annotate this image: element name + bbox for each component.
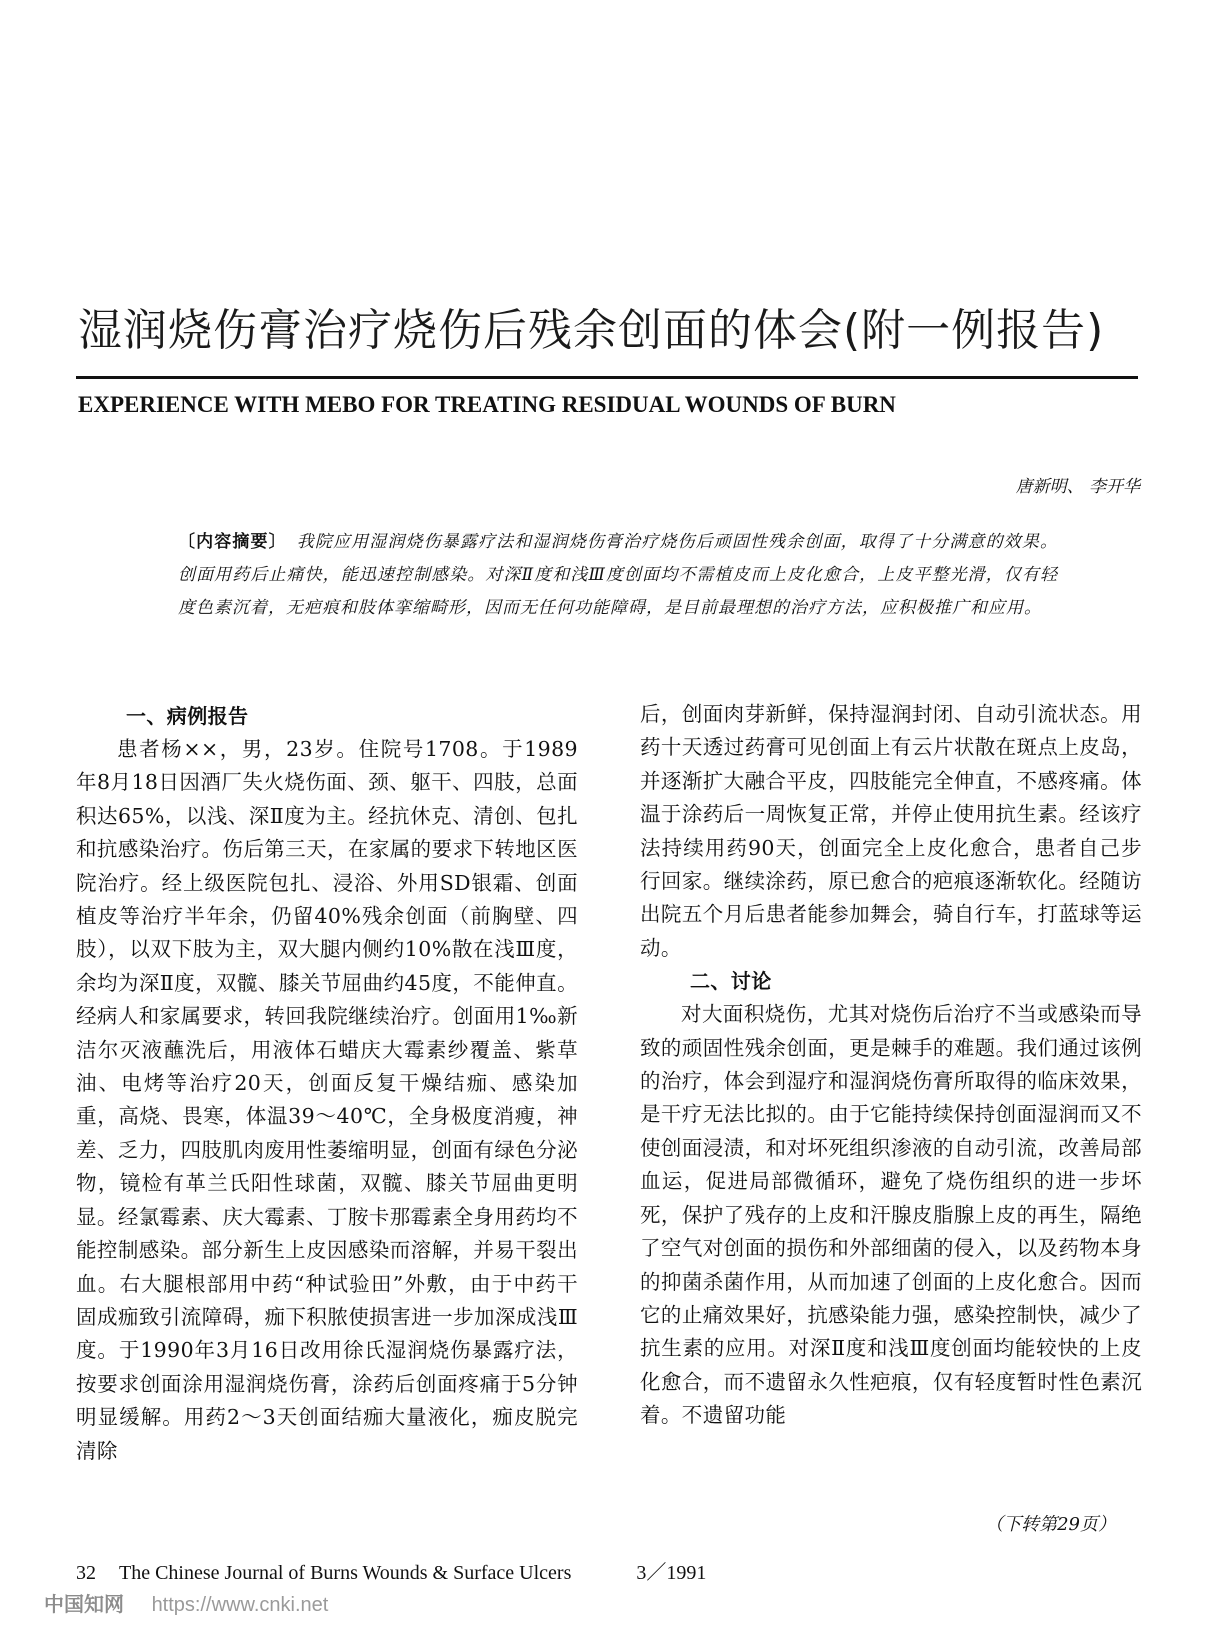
title-english: EXPERIENCE WITH MEBO FOR TREATING RESIDUAL WOUNDS OF BURN: [78, 392, 896, 417]
title-chinese: 湿润烧伤膏治疗烧伤后残余创面的体会(附一例报告): [78, 305, 1105, 356]
section-heading-case-report: 一、病例报告: [126, 704, 249, 728]
abstract-label: 〔内容摘要〕: [178, 532, 287, 552]
title-rule: [76, 376, 1138, 379]
page-number: 32: [76, 1562, 96, 1584]
abstract: [178, 526, 1058, 625]
continued-note: （下转第29页）: [985, 1514, 1116, 1535]
right-column: [640, 698, 1142, 1433]
authors: 唐新明、 李开华: [1015, 477, 1140, 497]
watermark-url: https://www.cnki.net: [151, 1594, 329, 1616]
discussion-paragraph: 对大面积烧伤，尤其对烧伤后治疗不当或感染而导致的顽固性残余创面，更是棘手的难题。我们通过该例的治疗，体会到湿疗和湿润烧伤膏所取得的临床效果，是干疗无法比拟的。由于它能持续保持创面湿润而又不使创面浸渍，和对坏死组织渗液的自动引流，改善局部血运，促进局部微循环，避免了烧伤组织的进一步坏死，保护了残存的上皮和汗腺皮脂腺上皮的再生，隔绝了空气对创面的损伤和外部细菌的侵入，以及药物本身的抑菌杀菌作用，从而加速了创面的上皮化愈合。因而它的止痛效果好，抗感染能力强，感染控制快，减少了抗生素的应用。对深Ⅱ度和浅Ⅲ度创面均能较快的上皮化愈合，而不遗留永久性疤痕，仅有轻度暂时性色素沉着。不遗留功能: [640, 1002, 1142, 1428]
journal-name: The Chinese Journal of Burns Wounds & Surface Ulcers: [119, 1562, 572, 1584]
section-heading-discussion: 二、讨论: [690, 969, 772, 994]
page-footer: [76, 1556, 706, 1585]
case-report-paragraph: 患者杨××，男，23岁。住院号1708。于1989年8月18日因酒厂失火烧伤面、颈、躯干、四肢，总面积达65%，以浅、深Ⅱ度为主。经抗休克、清创、包扎和抗感染治疗。伤后第三天，在家属的要求下转地区医院治疗。经上级医院包扎、浸浴、外用SD银霜、创面植皮等治疗半年余，仍留40%残余创面（前胸壁、四肢），以双下肢为主，双大腿内侧约10%散在浅Ⅲ度，余均为深Ⅱ度，双髋、膝关节屈曲约45度，不能伸直。经病人和家属要求，转回我院继续治疗。创面用1‰新洁尔灭液蘸洗后，用液体石蜡庆大霉素纱覆盖、紫草油、电烤等治疗20天，创面反复干燥结痂、感染加重，高烧、畏寒，体温39～40℃，全身极度消瘦，神差、乏力，四肢肌肉废用性萎缩明显，创面有绿色分泌物，镜检有革兰氏阳性球菌，双髋、膝关节屈曲更明显。经氯霉素、庆大霉素、丁胺卡那霉素全身用药均不能控制感染。部分新生上皮因感染而溶解，并易干裂出血。右大腿根部用中药“种试验田”外敷，由于中药干固成痂致引流障碍，痂下积脓使损害进一步加深成浅Ⅲ度。于1990年3月16日改用徐氏湿润烧伤暴露疗法，按要求创面涂用湿润烧伤膏，涂药后创面疼痛于5分钟明显缓解。用药2～3天创面结痂大量液化，痂皮脱完清除: [76, 737, 578, 1463]
case-report-continued: 后，创面肉芽新鲜，保持湿润封闭、自动引流状态。用药十天透过药膏可见创面上有云片状散在斑点上皮岛，并逐渐扩大融合平皮，四肢能完全伸直，不感疼痛。体温于涂药后一周恢复正常，并停止使用抗生素。经该疗法持续用药90天，创面完全上皮化愈合，患者自己步行回家。继续涂药，原已愈合的疤痕逐渐软化。经随访出院五个月后患者能参加舞会，骑自行车，打蓝球等运动。: [640, 702, 1142, 960]
abstract-text: 我院应用湿润烧伤暴露疗法和湿润烧伤膏治疗烧伤后顽固性残余创面，取得了十分满意的效果。创面用药后止痛快，能迅速控制感染。对深Ⅱ度和浅Ⅲ度创面均不需植皮而上皮化愈合，上皮平整光滑，仅有轻度色素沉着，无疤痕和肢体挛缩畸形，因而无任何功能障碍，是目前最理想的治疗方法，应积极推广和应用。: [178, 532, 1059, 618]
watermark-brand: 中国知网: [44, 1594, 124, 1616]
left-column: [76, 700, 578, 1468]
issue-number: 3／1991: [636, 1562, 707, 1584]
cnki-watermark: [44, 1588, 328, 1617]
